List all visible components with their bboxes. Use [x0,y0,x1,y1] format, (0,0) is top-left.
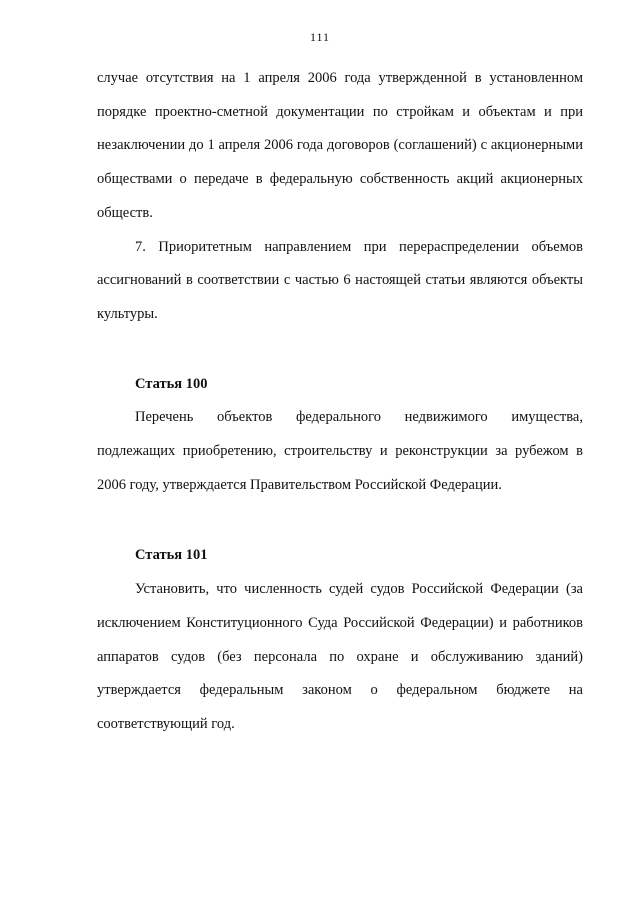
spacer [97,332,583,368]
clause-7-paragraph: 7. Приоритетным направлением при перераспределении объемов ассигнований в соответствии с частью 6 настоящей статьи являются объекты культуры. [97,238,583,322]
document-body [97,62,583,742]
article-100-paragraph: Перечень объектов федерального недвижимого имущества, подлежащих приобретению, строительству и реконструкции за рубежом в 2006 году, утверждается Правительством Российской Федерации. [97,409,583,493]
article-100-heading: Статья 100 [135,375,208,392]
article-101-heading: Статья 101 [135,547,208,564]
page-number: 111 [309,30,331,44]
spacer [97,502,583,539]
continuation-paragraph: случае отсутствия на 1 апреля 2006 года утвержденной в установленном порядке проектно-сметной документации по стройкам и объектам и при незаключении до 1 апреля 2006 года договоров (соглашений) с акционерными обществами о передаче в федеральную собственность акций акционерных обществ. [97,70,583,221]
article-101-paragraph: Установить, что численность судей судов Российской Федерации (за исключением Конституционного Суда Российской Федерации) и работников аппаратов судов (без персонала по охране и обслуживанию зданий) утверждается федеральным законом о федеральном бюджете на соответствующий год. [97,581,583,732]
